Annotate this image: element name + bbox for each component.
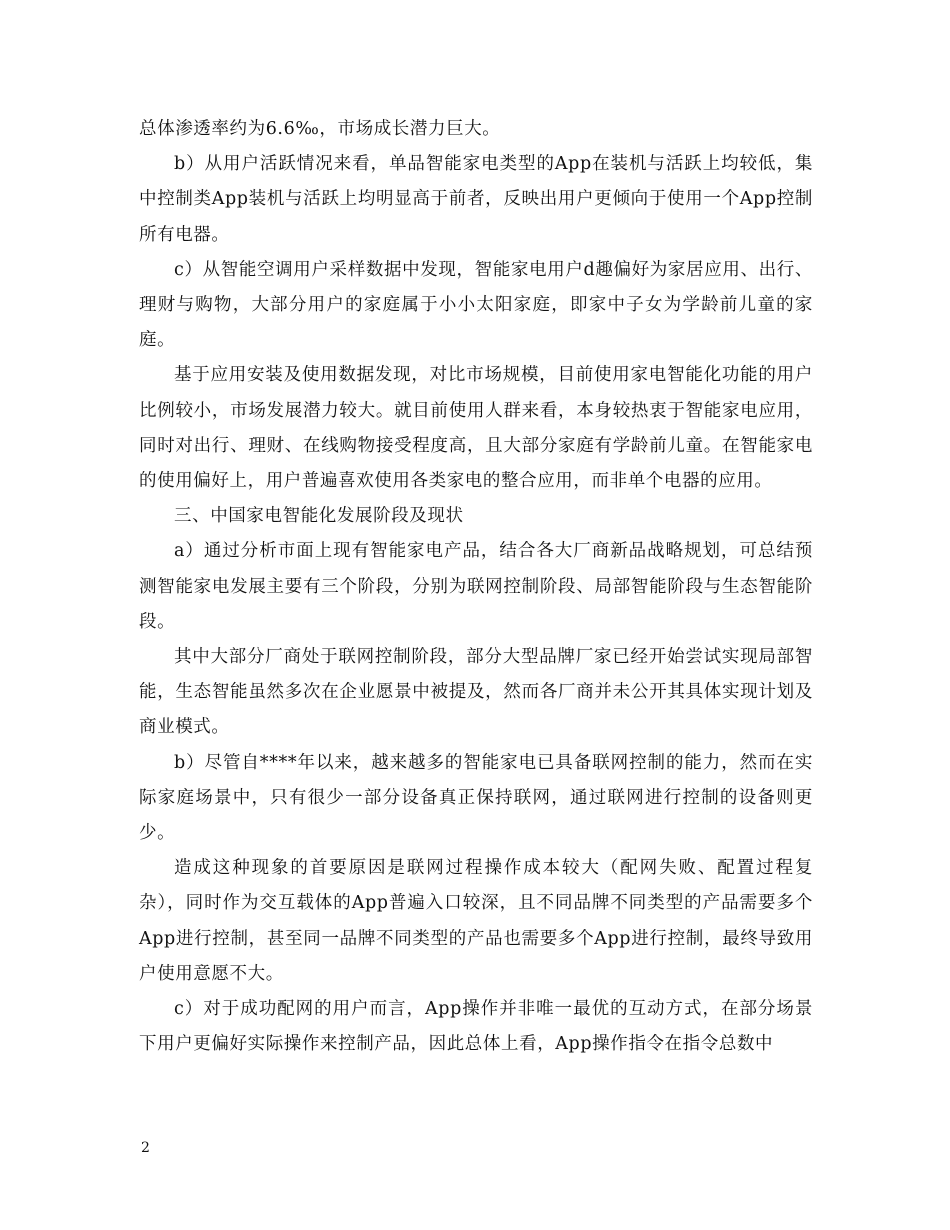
paragraph-manufacturers: 其中大部分厂商处于联网控制阶段，部分大型品牌厂家已经开始尝试实现局部智能，生态智能虽然多次在企业愿景中被提及，然而各厂商并未公开其具体实现计划及商业模式。 xyxy=(139,647,813,738)
paragraph-c-user-preference: c）从智能空调用户采样数据中发现，智能家电用户d趣偏好为家居应用、出行、理财与购物，大部分用户的家庭属于小小太阳家庭，即家中子女为学龄前儿童的家庭。 xyxy=(139,259,813,351)
paragraph-b-user-activity: b）从用户活跃情况来看，单品智能家电类型的App在装机与活跃上均较低，集中控制类App装机与活跃上均明显高于前者，反映出用户更倾向于使用一个App控制所有电器。 xyxy=(139,154,813,245)
section-heading: 三、中国家电智能化发展阶段及现状 xyxy=(174,506,464,527)
document-body xyxy=(139,112,813,1062)
paragraph-continuation: 总体渗透率约为6.6‰，市场成长潜力巨大。 xyxy=(139,119,501,139)
paragraph-a-stages: a）通过分析市面上现有智能家电产品，结合各大厂商新品战略规划，可总结预测智能家电发展主要有三个阶段，分别为联网控制阶段、局部智能阶段与生态智能阶段。 xyxy=(139,541,813,632)
paragraph-causes: 造成这种现象的首要原因是联网过程操作成本较大（配网失败、配置过程复杂），同时作为交互载体的App普遍入口较深，且不同品牌不同类型的产品需要多个App进行控制，甚至同一品牌不同类型的产品也需要多个App进行控制，最终导致用户使用意愿不大。 xyxy=(139,858,813,984)
page-number: 2 xyxy=(141,1140,150,1156)
paragraph-c-interaction: c）对于成功配网的用户而言，App操作并非唯一最优的互动方式，在部分场景下用户更偏好实际操作来控制产品，因此总体上看，App操作指令在指令总数中 xyxy=(139,999,813,1055)
paragraph-summary: 基于应用安装及使用数据发现，对比市场规模，目前使用家电智能化功能的用户比例较小，市场发展潜力较大。就目前使用人群来看，本身较热衷于智能家电应用，同时对出行、理财、在线购物接受程度高，且大部分家庭有学龄前儿童。在智能家电的使用偏好上，用户普遍喜欢使用各类家电的整合应用，而非单个电器的应用。 xyxy=(139,365,813,492)
paragraph-b-connectivity: b）尽管自****年以来，越来越多的智能家电已具备联网控制的能力，然而在实际家庭场景中，只有很少一部分设备真正保持联网，通过联网进行控制的设备则更少。 xyxy=(139,752,813,844)
